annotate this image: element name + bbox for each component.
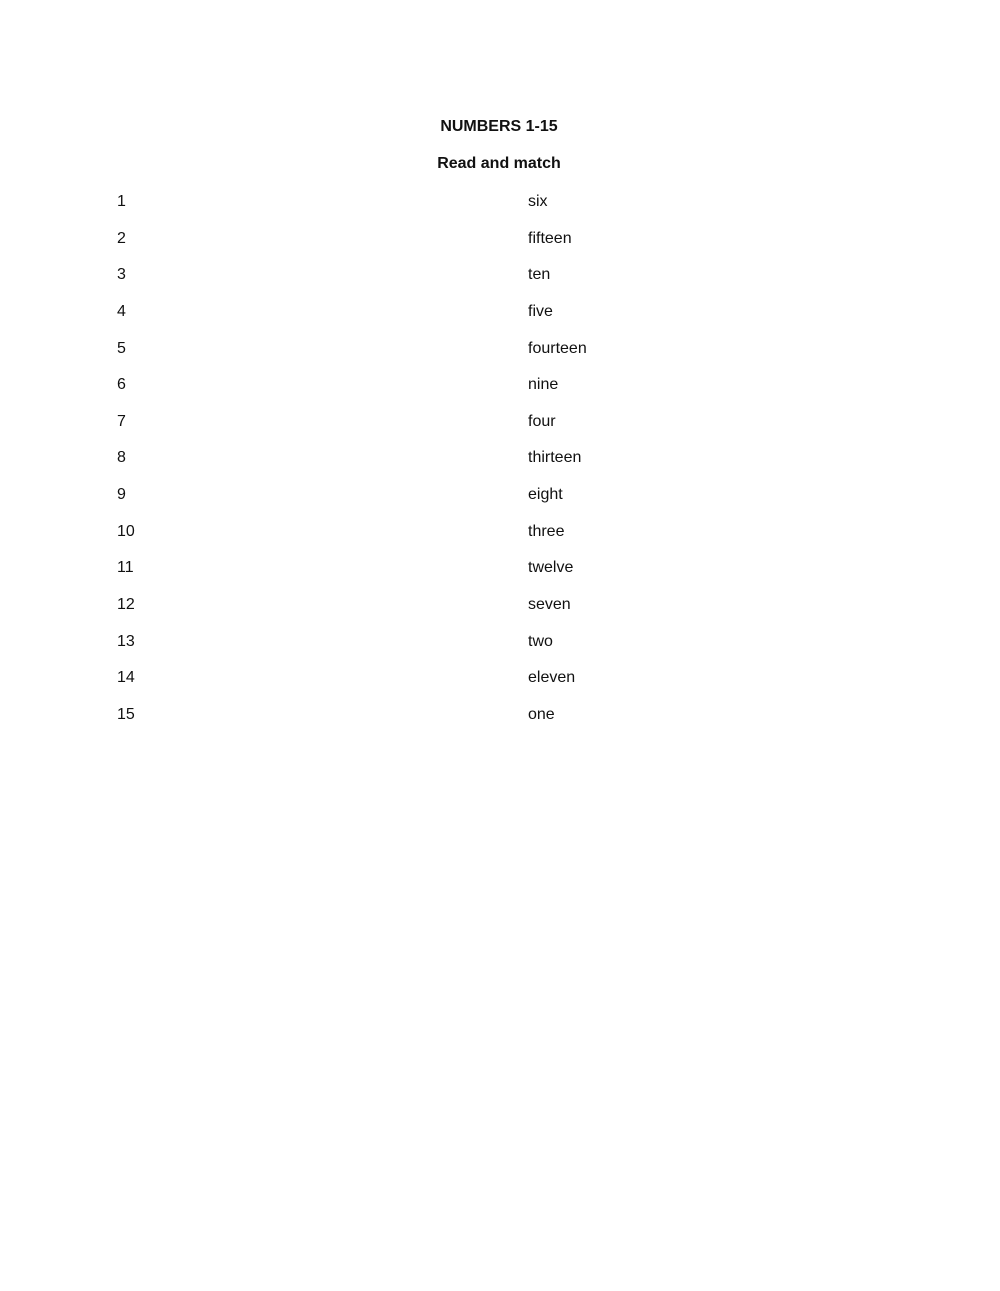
word-item: fourteen	[528, 339, 587, 357]
match-row-3	[0, 265, 1000, 302]
match-row-5	[0, 339, 1000, 376]
match-row-15	[0, 705, 1000, 742]
word-item: six	[528, 193, 548, 210]
word-item: eleven	[528, 669, 576, 687]
number-item: 15	[117, 705, 135, 723]
match-row-9	[0, 485, 1000, 522]
match-row-11	[0, 558, 1000, 595]
number-item: 2	[117, 229, 126, 247]
match-row-7	[0, 412, 1000, 449]
number-item: 4	[117, 302, 126, 320]
number-item: 5	[117, 339, 126, 357]
number-item: 14	[117, 669, 135, 687]
word-item: five	[528, 302, 553, 320]
word-item: fifteen	[528, 229, 572, 247]
word-item: eight	[528, 486, 563, 504]
match-row-12	[0, 595, 1000, 632]
number-item: 10	[117, 522, 135, 540]
match-row-14	[0, 668, 1000, 705]
matching-list	[0, 192, 1000, 742]
match-row-4	[0, 302, 1000, 339]
word-item: twelve	[528, 559, 574, 577]
word-item: one	[528, 705, 555, 723]
match-row-6	[0, 375, 1000, 412]
number-item: 1	[117, 193, 126, 210]
word-item: three	[528, 522, 565, 540]
page-title: NUMBERS 1-15	[440, 118, 558, 135]
number-item: 3	[117, 266, 126, 284]
match-row-10	[0, 522, 1000, 559]
match-row-13	[0, 632, 1000, 669]
number-item: 8	[117, 449, 126, 467]
word-item: ten	[528, 266, 551, 284]
instruction-heading: Read and match	[437, 155, 561, 172]
number-item: 6	[117, 376, 126, 394]
word-item: two	[528, 632, 553, 650]
word-item: nine	[528, 376, 559, 394]
word-item: seven	[528, 596, 571, 614]
number-item: 12	[117, 596, 135, 614]
number-item: 11	[117, 559, 134, 577]
match-row-8	[0, 448, 1000, 485]
match-row-2	[0, 229, 1000, 266]
number-item: 7	[117, 412, 126, 430]
number-item: 9	[117, 486, 126, 504]
match-row-1	[0, 192, 1000, 229]
word-item: four	[528, 412, 556, 430]
word-item: thirteen	[528, 449, 582, 467]
number-item: 13	[117, 632, 135, 650]
